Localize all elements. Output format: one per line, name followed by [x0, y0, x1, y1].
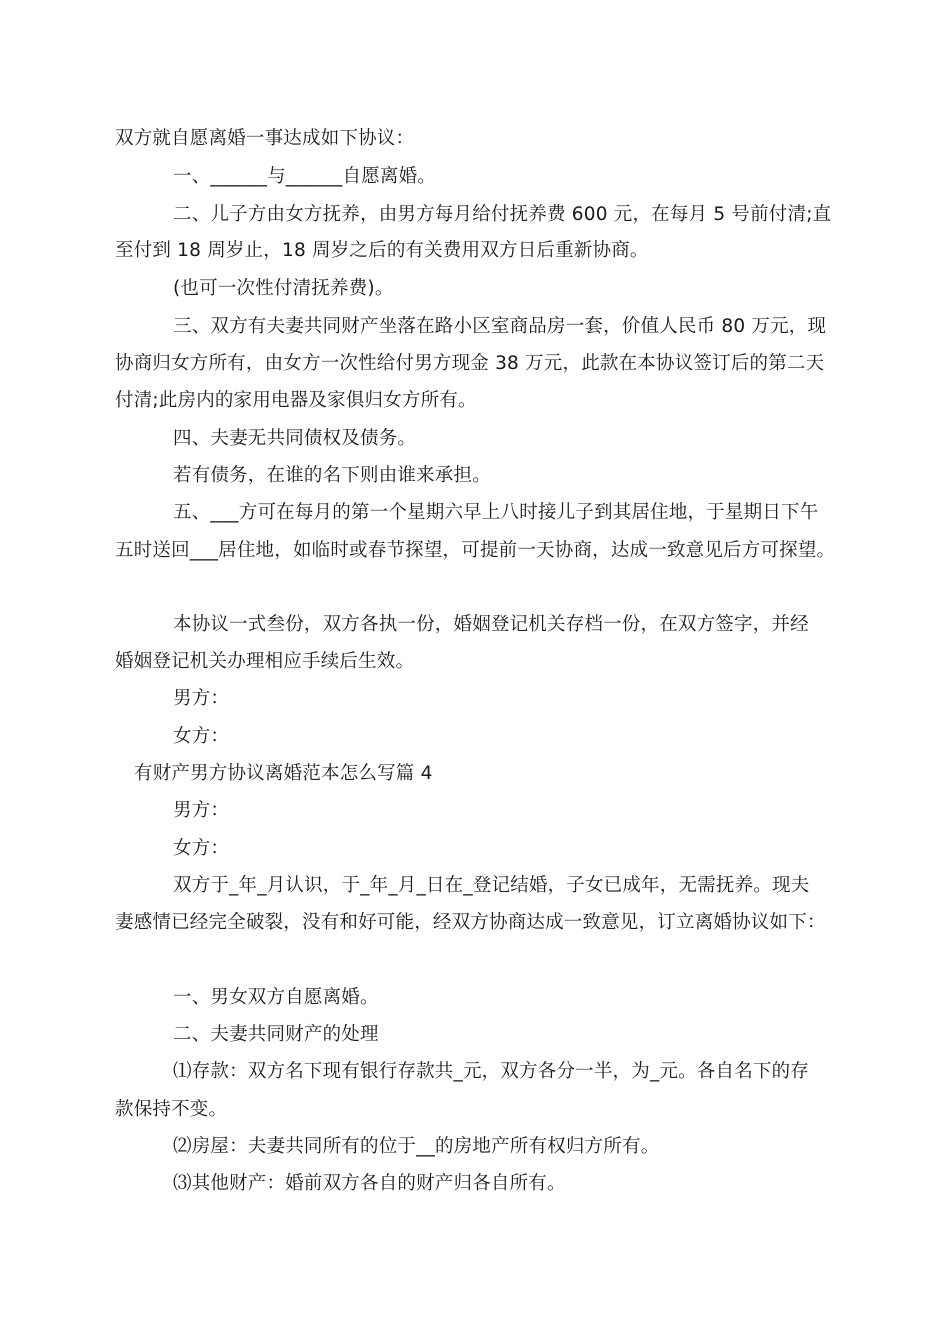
clause-3-cont-2: 付清;此房内的家用电器及家俱归女方所有。 [115, 390, 477, 411]
item-2-savings: ⑴存款：双方名下现有银行存款共_元，双方各分一半，为_元。各自名下的存 [173, 1061, 810, 1082]
agreement-intro: 双方就自愿离婚一事达成如下协议： [115, 128, 415, 149]
clause-4: 四、夫妻无共同债权及债务。 [173, 428, 417, 449]
clause-1: 一、______与______自愿离婚。 [173, 166, 437, 187]
copies-note-cont: 婚姻登记机关办理相应手续后生效。 [115, 651, 415, 672]
clause-2: 二、儿子方由女方抚养，由男方每月给付抚养费 600 元，在每月 5 号前付清;直 [173, 204, 832, 225]
copies-note: 本协议一式叁份，双方各执一份，婚姻登记机关存档一份，在双方签字，并经 [173, 614, 809, 635]
section-heading: 有财产男方协议离婚范本怎么写篇 4 [134, 763, 433, 784]
item-2: 二、夫妻共同财产的处理 [173, 1024, 379, 1045]
clause-5: 五、___方可在每月的第一个星期六早上八时接儿子到其居住地，于星期日下午 [173, 502, 819, 523]
marriage-background-cont: 妻感情已经完全破裂，没有和好可能，经双方协商达成一致意见，订立离婚协议如下： [115, 912, 826, 933]
clause-2-note: (也可一次性付清抚养费)。 [173, 278, 394, 299]
clause-4-cont: 若有债务，在谁的名下则由谁来承担。 [173, 465, 491, 486]
clause-5-cont: 五时送回___居住地，如临时或春节探望，可提前一天协商，达成一致意见后方可探望。 [115, 540, 836, 561]
male-party-label-2: 男方： [173, 800, 230, 821]
clause-3: 三、双方有夫妻共同财产坐落在路小区室商品房一套，价值人民币 80 万元，现 [173, 316, 827, 337]
female-party-label: 女方： [173, 726, 230, 747]
item-2-other: ⑶其他财产：婚前双方各自的财产归各自所有。 [173, 1173, 566, 1194]
item-1: 一、男女双方自愿离婚。 [173, 987, 379, 1008]
item-2-savings-cont: 款保持不变。 [115, 1099, 228, 1120]
marriage-background: 双方于_年_月认识，于_年_月_日在_登记结婚，子女已成年，无需抚养。现夫 [173, 875, 810, 896]
item-2-house: ⑵房屋：夫妻共同所有的位于__的房地产所有权归方所有。 [173, 1136, 660, 1157]
clause-3-cont-1: 协商归女方所有，由女方一次性给付男方现金 38 万元，此款在本协议签订后的第二天 [115, 353, 825, 374]
male-party-label: 男方： [173, 688, 230, 709]
clause-2-cont: 至付到 18 周岁止，18 周岁之后的有关费用双方日后重新协商。 [115, 240, 649, 261]
female-party-label-2: 女方： [173, 838, 230, 859]
